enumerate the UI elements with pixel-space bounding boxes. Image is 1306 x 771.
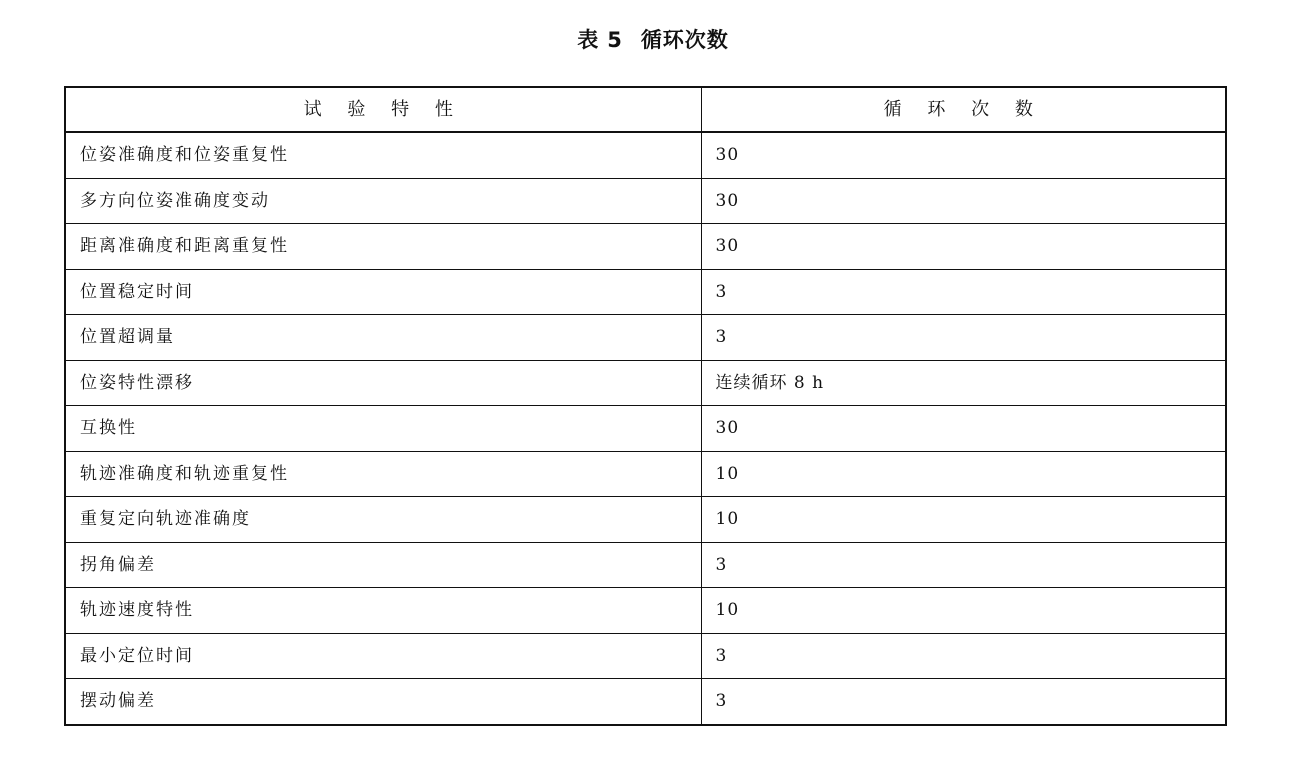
table-row	[65, 451, 1226, 497]
characteristic-cell: 多方向位姿准确度变动	[65, 178, 701, 224]
cycles-cell: 30	[701, 224, 1226, 270]
table-caption-prefix: 表	[577, 28, 600, 52]
characteristic-cell: 位置超调量	[65, 315, 701, 361]
characteristic-cell: 距离准确度和距离重复性	[65, 224, 701, 270]
characteristic-cell: 拐角偏差	[65, 542, 701, 588]
table-caption	[0, 24, 1306, 56]
table-row	[65, 269, 1226, 315]
cycles-cell: 3	[701, 269, 1226, 315]
cycles-cell: 3	[701, 633, 1226, 679]
characteristic-cell: 轨迹速度特性	[65, 588, 701, 634]
cycles-cell: 10	[701, 451, 1226, 497]
cycles-cell: 10	[701, 588, 1226, 634]
table-row	[65, 588, 1226, 634]
characteristic-cell: 重复定向轨迹准确度	[65, 497, 701, 543]
table-row	[65, 315, 1226, 361]
cycles-cell: 3	[701, 315, 1226, 361]
characteristic-cell: 摆动偏差	[65, 679, 701, 725]
cycles-cell: 30	[701, 132, 1226, 178]
characteristic-cell: 位姿特性漂移	[65, 360, 701, 406]
characteristic-cell: 互换性	[65, 406, 701, 452]
characteristic-cell: 位姿准确度和位姿重复性	[65, 132, 701, 178]
table-row	[65, 497, 1226, 543]
table-row	[65, 178, 1226, 224]
cycles-table	[64, 86, 1227, 726]
table-header-row	[65, 87, 1226, 132]
characteristic-cell: 最小定位时间	[65, 633, 701, 679]
table-caption-text: 循环次数	[640, 28, 729, 52]
cycles-cell: 30	[701, 406, 1226, 452]
cycles-cell: 10	[701, 497, 1226, 543]
table-row	[65, 679, 1226, 725]
table-row	[65, 224, 1226, 270]
table-caption-number: 5	[607, 28, 623, 52]
characteristic-cell: 位置稳定时间	[65, 269, 701, 315]
table-row	[65, 360, 1226, 406]
header-test-characteristic: 试 验 特 性	[65, 87, 701, 132]
table-row	[65, 633, 1226, 679]
header-cycle-count: 循 环 次 数	[701, 87, 1226, 132]
table-row	[65, 542, 1226, 588]
table-row	[65, 406, 1226, 452]
cycles-cell: 3	[701, 679, 1226, 725]
table-row	[65, 132, 1226, 178]
cycles-cell: 3	[701, 542, 1226, 588]
cycles-cell: 30	[701, 178, 1226, 224]
characteristic-cell: 轨迹准确度和轨迹重复性	[65, 451, 701, 497]
cycles-cell: 连续循环 8 h	[701, 360, 1226, 406]
